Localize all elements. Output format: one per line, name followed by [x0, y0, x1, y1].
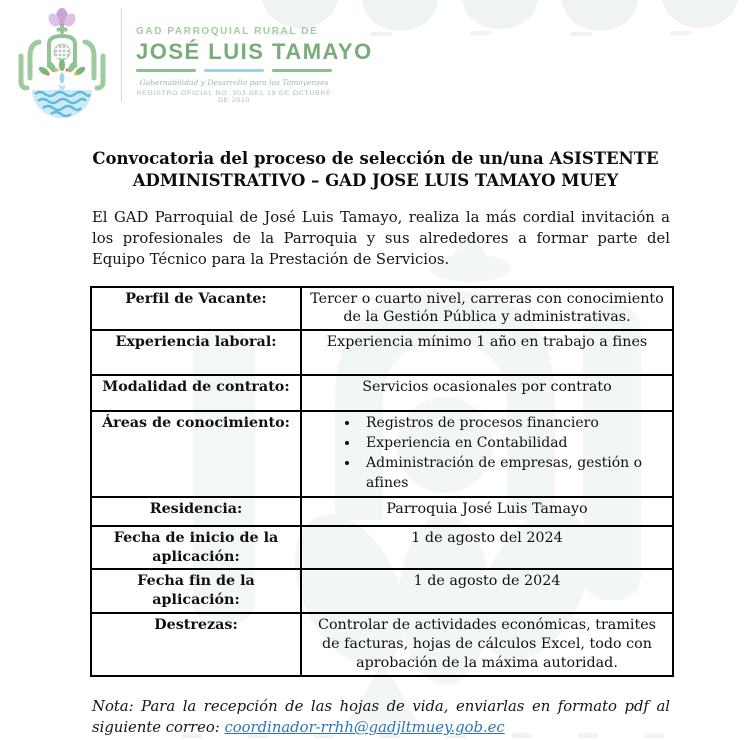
row-value: 1 de agosto de 2024 [301, 569, 673, 613]
note-text: Nota: Para la recepción de las hojas de vida, enviarlas en formato pdf al siguiente correo: [92, 697, 670, 737]
title-line-2: ADMINISTRATIVO – GAD JOSE LUIS TAMAYO MUEY [132, 170, 619, 190]
email-link[interactable]: coordinador-rrhh@gadjltmuey.gob.ec [224, 719, 505, 737]
row-value: 1 de agosto del 2024 [301, 526, 673, 570]
table-row [91, 497, 673, 526]
row-value: Parroquia José Luis Tamayo [301, 497, 673, 526]
list-item: • Experiencia en Contabilidad [360, 434, 666, 454]
row-value [301, 411, 673, 497]
footer-note [92, 696, 670, 739]
row-label: Residencia: [91, 497, 301, 526]
table-row [91, 569, 673, 613]
parish-crest-icon [15, 8, 109, 120]
intro-paragraph: El GAD Parroquial de José Luis Tamayo, realiza la más cordial invitación a los profesionales de la Parroquia y sus alrededores a formar parte del Equipo Técnico para la Prestación de Servicios. [92, 208, 670, 268]
table-row [91, 526, 673, 570]
knowledge-areas-list [308, 414, 666, 494]
table-row [91, 330, 673, 375]
row-value: Servicios ocasionales por contrato [301, 375, 673, 411]
header-logo [15, 8, 751, 122]
row-label: Áreas de conocimiento: [91, 411, 301, 497]
row-label: Modalidad de contrato: [91, 375, 301, 411]
org-name: JOSÉ LUIS TAMAYO [136, 39, 373, 64]
title-line-1: Convocatoria del proceso de selección de un/una ASISTENTE [92, 149, 659, 168]
list-item: • Registros de procesos financiero [360, 414, 666, 434]
row-value: Tercer o cuarto nivel, carreras con conocimiento de la Gestión Pública y administrativas. [301, 287, 673, 331]
logo-text-block [121, 8, 373, 102]
row-label: Experiencia laboral: [91, 330, 301, 375]
table-row [91, 375, 673, 411]
row-value: Controlar de actividades económicas, tramites de facturas, hojas de cálculos Excel, todo con aprobación de la máxima autoridad. [301, 613, 673, 676]
table-row [91, 287, 673, 331]
logo-underline [136, 69, 332, 72]
row-label: Fecha de inicio de la aplicación: [91, 526, 301, 570]
table-row [91, 411, 673, 497]
table-row [91, 613, 673, 676]
page-title [56, 148, 696, 192]
vacancy-table [90, 286, 674, 677]
row-label: Fecha fin de la aplicación: [91, 569, 301, 613]
org-type-label: GAD PARROQUIAL RURAL DE [136, 26, 319, 37]
row-label: Destrezas: [91, 613, 301, 676]
row-value: Experiencia mínimo 1 año en trabajo a fines [301, 330, 673, 375]
org-registry-line: REGISTRO OFICIAL NO. 303 DEL 19 DE OCTUBRE DE 2010 [136, 90, 332, 104]
list-item: • Administración de empresas, gestión o afines [360, 454, 666, 494]
row-label: Perfil de Vacante: [91, 287, 301, 331]
org-tagline: Gobernabilidad y Desarrollo para los Tamayenses [139, 78, 329, 87]
